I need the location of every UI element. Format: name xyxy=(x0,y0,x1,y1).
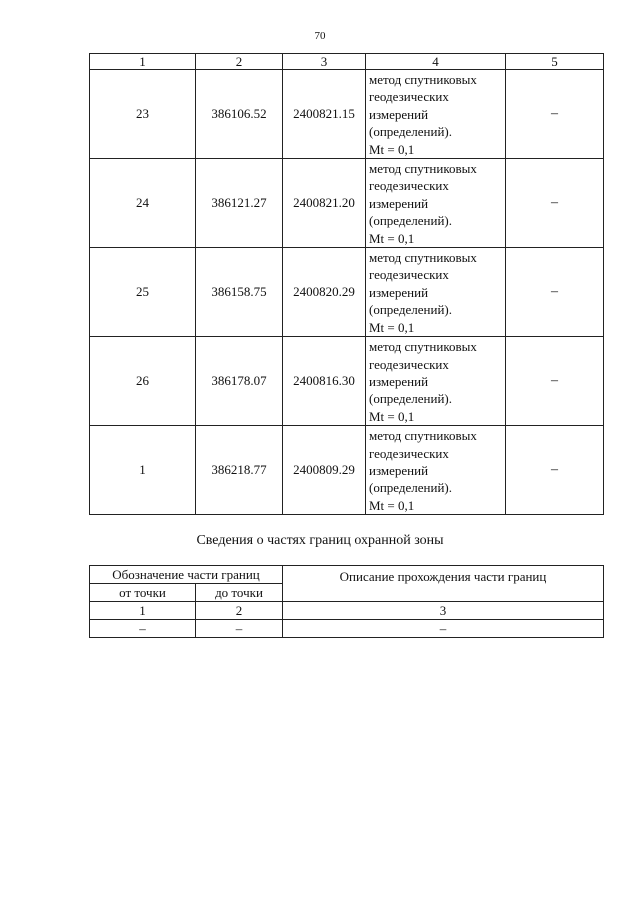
method-line: геодезических xyxy=(369,178,449,194)
table-row xyxy=(90,248,604,337)
column-number-1: 1 xyxy=(90,54,196,70)
method-line: метод спутниковых xyxy=(369,339,477,355)
parts-column-number-1: 1 xyxy=(90,602,196,620)
note-cell: – xyxy=(506,70,604,159)
note-cell: – xyxy=(506,337,604,426)
method-line: измерений xyxy=(369,284,429,300)
note-cell: – xyxy=(506,159,604,248)
method-line: измерений xyxy=(369,195,429,211)
parts-header-row-1 xyxy=(90,566,604,584)
page-number: 70 xyxy=(314,30,326,42)
table-row xyxy=(90,426,604,515)
y-coordinate-cell: 2400821.20 xyxy=(283,159,366,248)
note-cell: – xyxy=(506,426,604,515)
x-coordinate-cell: 386178.07 xyxy=(196,337,283,426)
from-point-header: от точки xyxy=(90,584,196,602)
method-line: Mt = 0,1 xyxy=(369,230,415,246)
method-line: (определений). xyxy=(369,124,452,140)
y-coordinate-cell: 2400821.15 xyxy=(283,70,366,159)
y-coordinate-cell: 2400820.29 xyxy=(283,248,366,337)
column-number-3: 3 xyxy=(283,54,366,70)
boundary-parts-table xyxy=(89,565,604,638)
to-point-header: до точки xyxy=(196,584,283,602)
x-coordinate-cell: 386218.77 xyxy=(196,426,283,515)
method-description-cell xyxy=(366,426,506,515)
method-line: геодезических xyxy=(369,89,449,105)
section-heading: Сведения о частях границ охранной зоны xyxy=(196,533,444,548)
x-coordinate-cell: 386121.27 xyxy=(196,159,283,248)
method-line: метод спутниковых xyxy=(369,250,477,266)
table-row xyxy=(90,159,604,248)
x-coordinate-cell: 386106.52 xyxy=(196,70,283,159)
method-line: Mt = 0,1 xyxy=(369,497,415,513)
parts-column-number-2: 2 xyxy=(196,602,283,620)
table-row xyxy=(90,337,604,426)
point-number-cell: 25 xyxy=(90,248,196,337)
method-line: (определений). xyxy=(369,480,452,496)
parts-description-cell: – xyxy=(283,620,604,638)
method-line: измерений xyxy=(369,462,429,478)
y-coordinate-cell: 2400816.30 xyxy=(283,337,366,426)
parts-to-point-cell: – xyxy=(196,620,283,638)
method-line: метод спутниковых xyxy=(369,428,477,444)
point-number-cell: 23 xyxy=(90,70,196,159)
parts-data-row xyxy=(90,620,604,638)
table-row xyxy=(90,70,604,159)
column-number-5: 5 xyxy=(506,54,604,70)
boundary-part-description-header: Описание прохождения части границ xyxy=(283,566,604,602)
method-line: метод спутниковых xyxy=(369,72,477,87)
coordinates-table-header-row xyxy=(90,54,604,70)
boundary-part-designation-header: Обозначение части границ xyxy=(90,566,283,584)
method-line: (определений). xyxy=(369,391,452,407)
point-number-cell: 26 xyxy=(90,337,196,426)
method-description-cell xyxy=(366,248,506,337)
parts-number-row xyxy=(90,602,604,620)
method-line: (определений). xyxy=(369,302,452,318)
point-number-cell: 1 xyxy=(90,426,196,515)
column-number-2: 2 xyxy=(196,54,283,70)
method-line: измерений xyxy=(369,106,429,122)
parts-from-point-cell: – xyxy=(90,620,196,638)
coordinates-table xyxy=(89,53,604,515)
parts-column-number-3: 3 xyxy=(283,602,604,620)
y-coordinate-cell: 2400809.29 xyxy=(283,426,366,515)
method-description-cell xyxy=(366,159,506,248)
method-line: Mt = 0,1 xyxy=(369,319,415,335)
point-number-cell: 24 xyxy=(90,159,196,248)
method-line: (определений). xyxy=(369,213,452,229)
method-line: геодезических xyxy=(369,445,449,461)
note-cell: – xyxy=(506,248,604,337)
method-line: геодезических xyxy=(369,356,449,372)
method-line: Mt = 0,1 xyxy=(369,141,415,157)
method-line: геодезических xyxy=(369,267,449,283)
method-description-cell xyxy=(366,70,506,159)
method-line: Mt = 0,1 xyxy=(369,408,415,424)
method-description-cell xyxy=(366,337,506,426)
column-number-4: 4 xyxy=(366,54,506,70)
method-line: измерений xyxy=(369,373,429,389)
x-coordinate-cell: 386158.75 xyxy=(196,248,283,337)
method-line: метод спутниковых xyxy=(369,161,477,177)
